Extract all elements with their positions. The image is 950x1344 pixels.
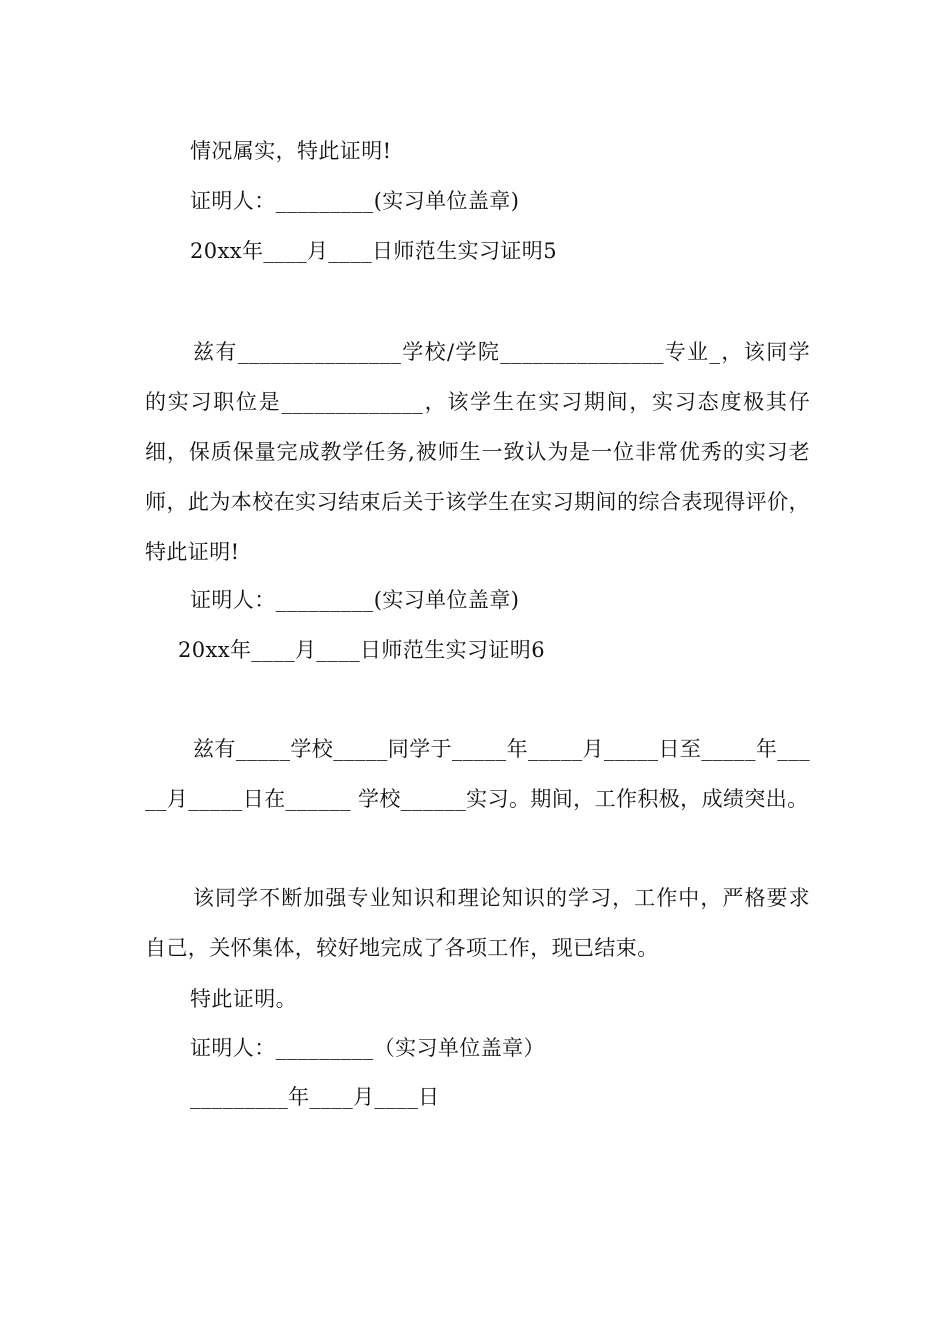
date-and-heading: 20xx年____月____日师范生实习证明6: [178, 638, 545, 662]
closing-statement: 特此证明。: [190, 987, 297, 1011]
closing-statement: 情况属实，特此证明!: [190, 139, 392, 163]
signer-line: 证明人：_________（实习单位盖章）: [190, 1036, 545, 1060]
signer-line: 证明人：_________(实习单位盖章): [190, 588, 520, 612]
certificate-body: 该同学不断加强专业知识和理论知识的学习，工作中，严格要求自己，关怀集体，较好地完成了各项工作，现已结束。: [145, 886, 810, 960]
certificate-body: 兹有_____学校_____同学于_____年_____月_____日至_____年_____月_____日在______ 学校______实习。期间，工作积极，成绩突出。: [145, 737, 810, 811]
date-line: _________年____月____日: [190, 1085, 440, 1109]
certificate-body: 兹有_______________学校/学院_______________专业_，该同学的实习职位是_____________，该学生在实习期间，实习态度极其仔细，保质保量完成教学任务,被师生一致认为是一位非常优秀的实习老师，此为本校在实习结束后关于该学生在实习期间的综合表现得评价，特此证明!: [145, 340, 810, 564]
signer-line: 证明人：_________(实习单位盖章): [190, 189, 520, 213]
date-and-heading: 20xx年____月____日师范生实习证明5: [190, 239, 557, 263]
